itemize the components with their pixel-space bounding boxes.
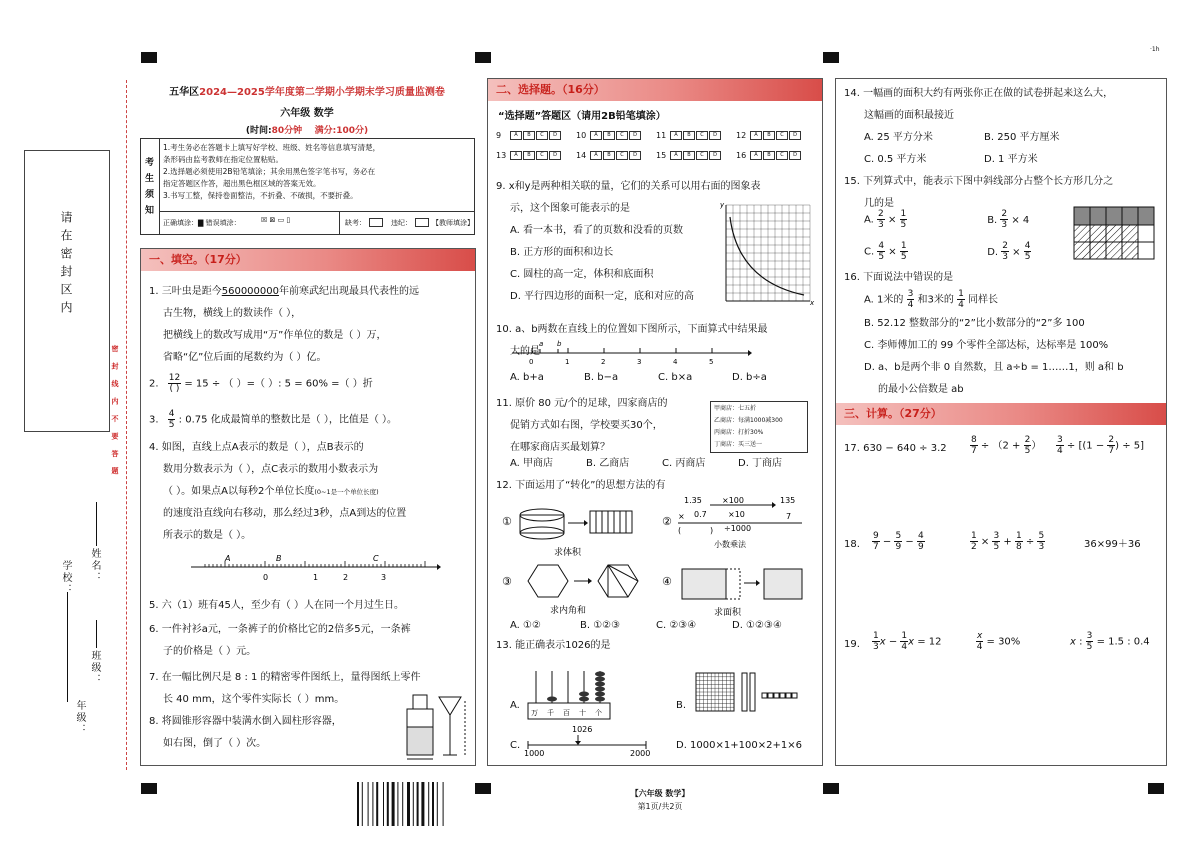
question-5: 5. 六（1）班有45人，至少有（ ）人在同一个月过生日。	[149, 600, 404, 611]
answer-bubble[interactable]: B	[603, 131, 615, 140]
answer-sheet-item[interactable]: 11 A B C D	[656, 131, 722, 140]
axis-tick-1: 1	[313, 573, 319, 582]
answer-sheet-item[interactable]: 9 A B C D	[496, 131, 562, 140]
q13-option-b: B.	[676, 700, 687, 711]
svg-text:十: 十	[579, 709, 586, 717]
answer-bubble[interactable]: A	[670, 131, 682, 140]
question-10: 10. a、b两数在直线上的位置如下图所示，下面算式中结果最 大的是	[496, 324, 768, 357]
svg-text:1026: 1026	[572, 725, 593, 734]
q10-tick-label: 5	[709, 358, 714, 365]
side-grade: 年级：	[74, 700, 85, 736]
q15-options: A. $\frac{2}{3}$ × $\frac{1}{5}$ B. $\frac{2}{3}$ × 4 C. $\frac{4}{5}$ × $\frac{1}{5}$ D. $\frac{2}{3}$ × $\frac{4}{5}$	[864, 209, 1031, 262]
q11-options: A. 甲商店 B. 乙商店 C. 丙商店 D. 丁商店	[510, 458, 783, 469]
answer-bubble[interactable]: A	[750, 131, 762, 140]
q9-y-label: y	[720, 201, 725, 209]
q13-option-c: C.	[510, 740, 521, 751]
section3-panel	[835, 78, 1167, 766]
q16-option-c: C. 李师傅加工的 99 个零件全部达标，达标率是 100%	[864, 340, 1109, 351]
svg-text:×10: ×10	[728, 510, 745, 519]
axis-tick-2: 2	[343, 573, 349, 582]
answer-sheet-item[interactable]: 12 A B C D	[736, 131, 802, 140]
section3-title: 三、计算。（27分）	[836, 403, 1166, 425]
section2-title: 二、选择题。（16分）	[488, 79, 822, 101]
svg-text:): )	[710, 526, 714, 535]
svg-text:7: 7	[786, 512, 792, 521]
question-9: 9. x和y是两种相关联的量，它们的关系可以用右面的图象表 示，这个图象可能表示的是 A. 看一本书，看了的页数和没看的页数 B. 正方形的面积和边长 C. 圆柱的高一定，体积和底面积 D. 平行四边形的面积一定，底和对应的高	[496, 181, 761, 302]
q18-expr-c: 36×99＋36	[1084, 539, 1141, 550]
svg-text:×100: ×100	[722, 497, 744, 505]
registration-mark	[141, 783, 157, 794]
notice-line: 1.考生务必在答题卡上填写好学校、班级、姓名等信息填写清楚，	[163, 143, 381, 152]
number-line-q10	[512, 337, 752, 365]
question-6: 6. 一件衬衫a元，一条裤子的价格比它的2倍多5元，一条裤 子的价格是（ ）元。	[149, 624, 411, 657]
question-12: 12. 下面运用了“转化”的思想方法的有	[496, 480, 666, 491]
registration-mark	[141, 52, 157, 63]
svg-text:求体积: 求体积	[554, 548, 582, 558]
svg-text:1000: 1000	[524, 749, 545, 757]
axis-label-C: C	[373, 554, 379, 563]
answer-sheet-title: “选择题”答题区（请用2B铅笔填涂）	[498, 111, 666, 122]
q13-option-a: A.	[510, 700, 520, 711]
question-18: 18. $\frac{9}{7}$ − $\frac{5}{9}$ − $\frac{4}{9}$ $\frac{1}{2}$ × $\frac{3}{5}$ + $\frac{1}{8}$ ÷ $\frac{5}{3}$ 36×99＋36	[844, 531, 1141, 552]
svg-text:①: ①	[502, 515, 512, 528]
footer-page: 第1页/共2页	[637, 802, 683, 811]
question-17: 17. 630 − 640 ÷ 3.2 $\frac{8}{7}$ ÷ （2 + $\frac{2}{5}$ ） $\frac{3}{4}$ ÷ [(1 − $\frac{2}{7}$ ) ÷ 5]	[844, 435, 1145, 456]
answer-bubble[interactable]: C	[536, 131, 548, 140]
svg-text:④: ④	[662, 575, 672, 588]
svg-text:百: 百	[563, 709, 570, 717]
answer-bubble[interactable]: D	[709, 151, 721, 160]
corner-text: ·1h	[1150, 46, 1160, 53]
axis-tick-3: 3	[381, 573, 387, 582]
q12-options: A. ①② B. ①②③ C. ②③④ D. ①②③④	[510, 620, 782, 631]
answer-bubble[interactable]: D	[789, 151, 801, 160]
answer-bubble[interactable]: A	[510, 151, 522, 160]
svg-text:×: ×	[678, 512, 685, 521]
question-1: 1. 三叶虫是距今560000000年前寒武纪出现最具代表性的远 古生物，横线上的数读作（ ）， 把横线上的数改写成用“万”作单位的数是（ ）万， 省略“亿”位后面的尾数约为（ ）亿。	[149, 286, 419, 363]
q10-tick-label: 2	[601, 358, 606, 365]
answer-bubble[interactable]: D	[789, 131, 801, 140]
svg-text:2000: 2000	[630, 749, 651, 757]
answer-sheet-item[interactable]: 14 A B C D	[576, 151, 642, 160]
q13-blocks	[692, 667, 812, 717]
exam-title: 五华区2024—2025学年度第二学期小学期末学习质量监测卷	[169, 87, 445, 98]
answer-bubble[interactable]: A	[510, 131, 522, 140]
answer-bubble[interactable]: C	[536, 151, 548, 160]
question-3: 3. $\frac{4}{5}$ : 0.75 化成最简单的整数比是（ ），比值是（ ）。	[149, 409, 398, 430]
dashed-seal-line	[126, 80, 127, 770]
answer-bubble[interactable]: D	[549, 151, 561, 160]
answer-bubble[interactable]: B	[763, 131, 775, 140]
q10-tick-label: 4	[673, 358, 678, 365]
absent-box: 缺考：	[345, 219, 366, 227]
svg-text:÷1000: ÷1000	[724, 524, 752, 533]
dashed-seal-text: 密 封 线 内 不 要 答 题	[111, 345, 119, 479]
answer-bubble[interactable]: A	[590, 151, 602, 160]
answer-sheet	[496, 131, 816, 169]
registration-mark	[1148, 783, 1164, 794]
q10-options: A. b+a B. b−a C. b×a D. b÷a	[510, 372, 767, 383]
registration-mark	[475, 52, 491, 63]
svg-text:万: 万	[531, 709, 538, 717]
answer-sheet-item[interactable]: 13 A B C D	[496, 151, 562, 160]
q10-tick-label: 3	[637, 358, 642, 365]
q16-option-a: A. 1米的 $\frac{3}{4}$ 和3米的 $\frac{1}{4}$ 同样长	[864, 289, 998, 310]
svg-text:②: ②	[662, 515, 672, 528]
q14-options: A. 25 平方分米 B. 250 平方厘米 C. 0.5 平方米 D. 1 平方米	[864, 132, 1060, 165]
registration-mark	[823, 52, 839, 63]
answer-bubble[interactable]: C	[696, 131, 708, 140]
q15-rectangle	[1072, 205, 1156, 261]
q10-tick-label: 1	[565, 358, 570, 365]
answer-bubble[interactable]: C	[776, 151, 788, 160]
q13-number-line	[524, 723, 654, 757]
answer-bubble[interactable]: B	[683, 131, 695, 140]
question-16: 16. 下面说法中错误的是	[844, 272, 954, 283]
section1-panel	[140, 248, 476, 766]
answer-bubble[interactable]: B	[523, 131, 535, 140]
answer-bubble[interactable]: C	[616, 151, 628, 160]
answer-bubble[interactable]: C	[776, 131, 788, 140]
answer-bubble[interactable]: A	[750, 151, 762, 160]
fill-example: 正确填涂：▇ 错误填涂：	[163, 219, 241, 227]
answer-bubble[interactable]: D	[629, 131, 641, 140]
svg-text:求面积: 求面积	[714, 608, 742, 618]
subject-line: 六年级 数学	[280, 108, 334, 119]
svg-text:1.35: 1.35	[684, 497, 702, 505]
answer-bubble[interactable]: B	[603, 151, 615, 160]
section1-title: 一、填空。（17分）	[141, 249, 475, 271]
footer-grade: 【六年级 数学】	[630, 789, 690, 798]
side-class: 班级：	[87, 650, 107, 686]
question-4: 4. 如图，直线上点A表示的数是（ ），点B表示的 数用分数表示为（ ），点C表示的数用小数表示为 （ ）。如果点A以每秒2个单位长度(0~1是一个单位长度) 的速度沿直线向右移动，那么经过3秒，点A到达的位置 所表示的数是（ ）。	[149, 442, 407, 541]
question-7: 7. 在一幅比例尺是 8 : 1 的精密零件图纸上，量得图纸上零件 长 40 mm，这个零件实际长（ ）mm。	[149, 672, 421, 705]
answer-bubble[interactable]: C	[616, 131, 628, 140]
answer-bubble[interactable]: A	[670, 151, 682, 160]
side-school: 学校：	[58, 560, 78, 596]
question-11: 11. 原价 80 元/个的足球，四家商店的 促销方式如右图，学校要买30个， 在哪家商店买最划算？	[496, 398, 668, 453]
barcode	[357, 782, 461, 828]
q13-abacus	[526, 665, 616, 721]
time-line: (时间:80分钟 满分:100分)	[245, 126, 369, 136]
section2-panel	[487, 78, 823, 766]
answer-sheet-item[interactable]: 16 A B C D	[736, 151, 802, 160]
notice-line: 3.书写工整，保持卷面整洁，不折叠、不破损，不要折叠。	[163, 191, 358, 200]
notice-box: 考 生 须 知 1.考生务必在答题卡上填写好学校、班级、姓名等信息填写清楚， 条形码由监考教师在指定位置粘贴。 2.选择题必须使用2B铅笔填涂；其余用黑色签字笔书写，务必在 指定答题区作答，超出黑色框区域的答案无效。 3.书写工整，保持卷面整洁，不折叠、不破损，不要折叠。 正确填涂：▇ 错误填涂： ☒ ⊠ ▭ ▯ 缺考： 违纪： 【教师填涂】	[140, 138, 475, 235]
side-name: 姓名：	[87, 548, 107, 584]
notice-line: 指定答题区作答，超出黑色框区域的答案无效。	[163, 179, 321, 188]
answer-bubble[interactable]: C	[696, 151, 708, 160]
question-19: 19. $\frac{1}{3}$ x − $\frac{1}{4}$ x = 12 $\frac{x}{4}$ = 30% x : $\frac{3}{5}$ = 1.5 : 0.4	[844, 631, 1150, 652]
svg-text:小数乘法: 小数乘法	[714, 540, 746, 549]
q9-graph	[720, 199, 816, 307]
registration-mark	[475, 783, 491, 794]
q11-promo-box: 甲商店：七五折 乙商店：每满1000减300 丙商店：打折30% 丁商店：买三送一	[710, 401, 808, 453]
cone-cylinder-figure	[399, 681, 471, 761]
q16-option-b: B. 52.12 整数部分的“2”比小数部分的“2”多 100	[864, 318, 1085, 329]
answer-bubble[interactable]: A	[590, 131, 602, 140]
axis-label-B: B	[276, 554, 282, 563]
q9-x-label: x	[810, 299, 815, 307]
svg-text:0.7: 0.7	[694, 510, 707, 519]
question-13: 13. 能正确表示1026的是	[496, 640, 611, 651]
question-14: 14. 一幅画的面积大约有两张你正在做的试卷拼起来这么大， 这幅画的面积最接近	[844, 88, 1114, 121]
point-a: a	[539, 340, 544, 348]
q16-option-d: D. a、b是两个非 0 自然数，且 a÷b = 1……1，则 a和 b 的最小公倍数是 ab	[864, 362, 1124, 395]
svg-text:135: 135	[780, 497, 796, 505]
answer-bubble[interactable]: D	[629, 151, 641, 160]
answer-bubble[interactable]: B	[683, 151, 695, 160]
answer-bubble[interactable]: D	[549, 131, 561, 140]
svg-text:求内角和: 求内角和	[550, 606, 587, 616]
axis-label-A: A	[225, 554, 231, 563]
point-b: b	[557, 340, 562, 348]
answer-bubble[interactable]: B	[523, 151, 535, 160]
svg-text:千: 千	[547, 709, 554, 717]
answer-sheet-item[interactable]: 15 A B C D	[656, 151, 722, 160]
teacher-fill: 【教师填涂】	[432, 219, 474, 227]
svg-text:(: (	[678, 526, 682, 535]
question-2: 2. 12 ( ) = 15 ÷ （ ）=（ ）: 5 = 60% =（ ）折	[149, 373, 373, 394]
number-line-q4	[191, 551, 441, 583]
seal-box	[24, 150, 110, 432]
axis-tick-0: 0	[263, 573, 269, 582]
violation-box: 违纪：	[391, 219, 412, 227]
q13-option-d: D. 1000×1+100×2+1×6	[676, 740, 802, 751]
svg-text:个: 个	[595, 709, 602, 717]
svg-text:③: ③	[502, 575, 512, 588]
notice-line: 条形码由监考教师在指定位置粘贴。	[163, 155, 283, 164]
answer-sheet-item[interactable]: 10 A B C D	[576, 131, 642, 140]
answer-bubble[interactable]: D	[709, 131, 721, 140]
notice-line: 2.选择题必须使用2B铅笔填涂；其余用黑色签字笔书写，务必在	[163, 167, 376, 176]
question-8: 8. 将圆锥形容器中装满水倒入圆柱形容器， 如右图，倒了（ ）次。	[149, 716, 342, 749]
registration-mark	[823, 783, 839, 794]
q10-tick-label: 0	[529, 358, 534, 365]
question-15: 15. 下列算式中，能表示下图中斜线部分占整个长方形几分之 几的是	[844, 176, 1114, 209]
answer-bubble[interactable]: B	[763, 151, 775, 160]
seal-label: 请在密封区内	[59, 211, 73, 319]
